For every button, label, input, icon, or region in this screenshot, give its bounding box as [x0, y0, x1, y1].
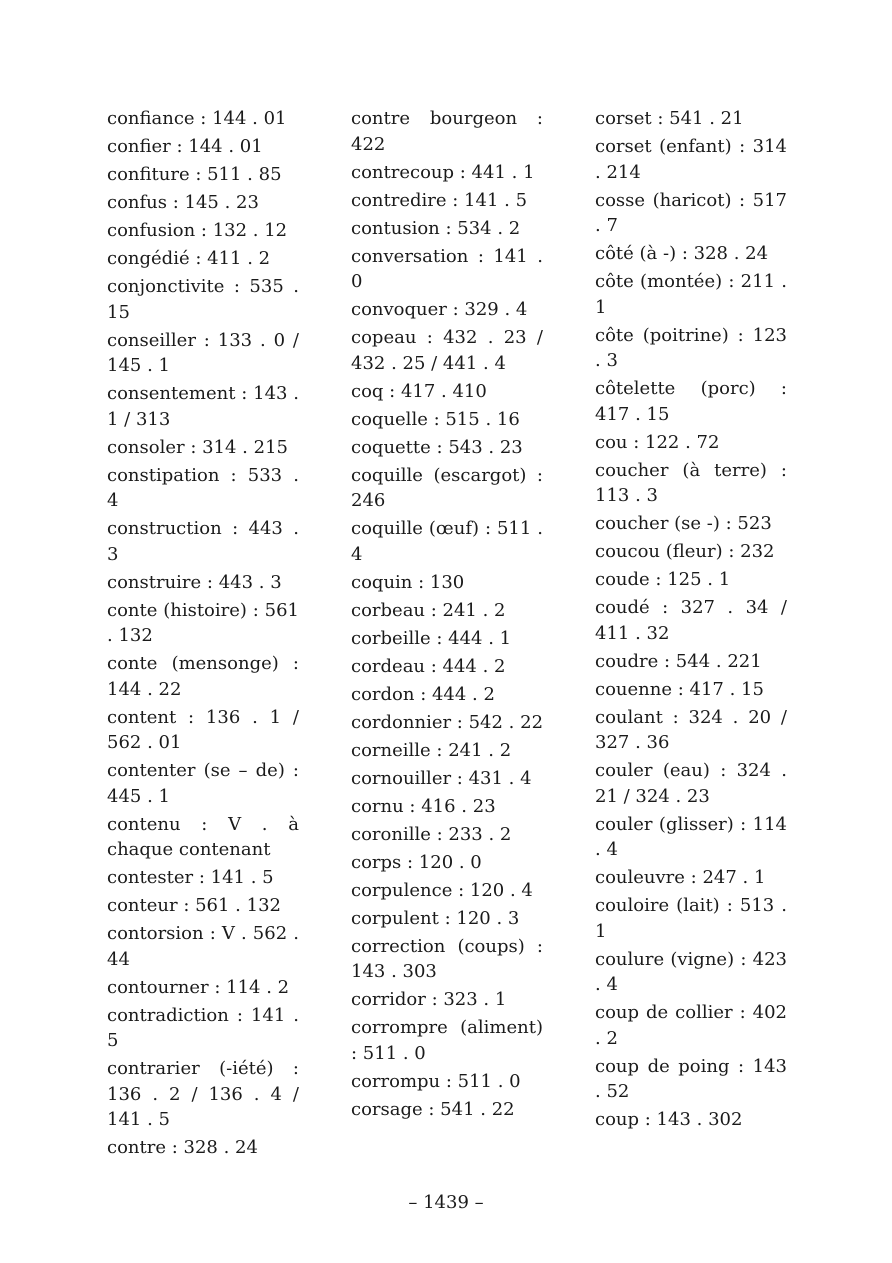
index-entry: convoquer : 329 . 4 [351, 299, 528, 320]
index-entry: corpulence : 120 . 4 [351, 879, 533, 901]
index-entry: couler (glisser) : 114 . 4 [595, 813, 787, 860]
index-entry: corneille : 241 . 2 [351, 739, 512, 761]
index-entry: copeau : 432 . 23 / 432 . 25 / 441 . 4 [351, 327, 543, 374]
index-entry: côté (à -) : 328 . 24 [595, 243, 769, 264]
index-entry: contrarier (-iété) : 136 . 2 / 136 . 4 / 141 . 5 [107, 1058, 299, 1130]
index-entry: confiture : 511 . 85 [107, 164, 282, 185]
index-entry: coucou (fleur) : 232 [595, 541, 775, 562]
index-entry: couleuvre : 247 . 1 [595, 867, 766, 888]
index-entry: cordeau : 444 . 2 [351, 655, 506, 677]
index-entry: contrecoup : 441 . 1 [351, 161, 535, 183]
index-entry: couloire (lait) : 513 . 1 [595, 895, 787, 942]
index-entry: côte (montée) : 211 . 1 [595, 271, 787, 318]
index-entry: conte (mensonge) : 144 . 22 [107, 653, 299, 700]
index-entry: confus : 145 . 23 [107, 192, 259, 213]
index-entry: contusion : 534 . 2 [351, 217, 521, 239]
index-entry: coquille (escargot) : 246 [351, 464, 543, 511]
index-entry: conteur : 561 . 132 [107, 895, 281, 916]
index-entry: corbeille : 444 . 1 [351, 627, 512, 649]
index-entry: cordonnier : 542 . 22 [351, 711, 544, 733]
index-entry: congédié : 411 . 2 [107, 248, 271, 269]
index-entry: coup : 143 . 302 [595, 1109, 743, 1130]
index-entry: coq : 417 . 410 [351, 380, 487, 402]
page-number: – 1439 – [408, 1192, 484, 1213]
index-entry: contredire : 141 . 5 [351, 189, 528, 211]
index-entry: constipation : 533 . 4 [107, 464, 299, 511]
index-entry: coronille : 233 . 2 [351, 823, 512, 845]
index-entry: contourner : 114 . 2 [107, 976, 290, 998]
index-entry: contester : 141 . 5 [107, 867, 274, 888]
index-entry: construction : 443 . 3 [107, 518, 299, 565]
index-entry: contenu : V . à chaque contenant [107, 813, 299, 860]
index-entry: conversation : 141 . 0 [351, 245, 543, 292]
index-entry: corrompu : 511 . 0 [351, 1070, 521, 1092]
index-entry: coquille (œuf) : 511 . 4 [351, 518, 543, 565]
index-entry: contradiction : 141 . 5 [107, 1004, 299, 1051]
index-entry: coquelle : 515 . 16 [351, 408, 520, 430]
index-entry: confier : 144 . 01 [107, 136, 263, 157]
index-entry: cordon : 444 . 2 [351, 683, 495, 705]
index-entry: coup de collier : 402 . 2 [595, 1002, 787, 1049]
index-entry: consentement : 143 . 1 / 313 [107, 383, 299, 430]
index-entry: corset (enfant) : 314 . 214 [595, 136, 787, 183]
index-entry: coude : 125 . 1 [595, 569, 731, 590]
index-column-2 [351, 106, 543, 1125]
index-entry: consoler : 314 . 215 [107, 436, 288, 458]
index-entry: cosse (haricot) : 517 . 7 [595, 189, 787, 236]
index-entry: coudé : 327 . 34 / 411 . 32 [595, 597, 787, 644]
index-entry: content : 136 . 1 / 562 . 01 [107, 706, 299, 753]
index-entry: conjonctivite : 535 . 15 [107, 276, 299, 323]
index-entry: construire : 443 . 3 [107, 571, 282, 593]
index-entry: confusion : 132 . 12 [107, 220, 288, 241]
index-entry: contenter (se – de) : 445 . 1 [107, 760, 299, 807]
index-entry: corset : 541 . 21 [595, 108, 744, 129]
index-entry: couler (eau) : 324 . 21 / 324 . 23 [595, 760, 787, 807]
index-entry: contorsion : V . 562 . 44 [107, 923, 299, 970]
index-entry: corridor : 323 . 1 [351, 989, 507, 1010]
index-entry: cornu : 416 . 23 [351, 795, 496, 817]
index-entry: coudre : 544 . 221 [595, 650, 762, 672]
index-entry: confiance : 144 . 01 [107, 108, 287, 129]
index-entry: coquette : 543 . 23 [351, 436, 523, 458]
index-entry: coquin : 130 [351, 571, 465, 593]
index-entry: corpulent : 120 . 3 [351, 907, 520, 929]
index-entry: côtelette (porc) : 417 . 15 [595, 378, 787, 425]
index-entry: cornouiller : 431 . 4 [351, 767, 532, 789]
index-entry: coucher (se -) : 523 [595, 513, 772, 534]
index-entry: correction (coups) : 143 . 303 [351, 935, 543, 982]
index-entry: corsage : 541 . 22 [351, 1098, 515, 1120]
index-entry: contre bourgeon : 422 [351, 108, 543, 155]
index-entry: conte (histoire) : 561 . 132 [107, 599, 299, 646]
index-entry: coulant : 324 . 20 / 327 . 36 [595, 706, 787, 753]
index-entry: couenne : 417 . 15 [595, 678, 764, 700]
index-column-3 [595, 106, 787, 1135]
index-entry: corps : 120 . 0 [351, 851, 482, 873]
index-entry: corbeau : 241 . 2 [351, 599, 506, 621]
index-column-1 [107, 106, 299, 1163]
index-entry: corrompre (aliment) : 511 . 0 [351, 1017, 543, 1064]
index-entry: conseiller : 133 . 0 / 145 . 1 [107, 329, 299, 376]
index-entry: contre : 328 . 24 [107, 1137, 258, 1158]
index-entry: coup de poing : 143 . 52 [595, 1055, 787, 1102]
index-entry: coucher (à terre) : 113 . 3 [595, 459, 787, 506]
index-entry: coulure (vigne) : 423 . 4 [595, 948, 787, 995]
index-entry: cou : 122 . 72 [595, 431, 720, 453]
index-entry: côte (poitrine) : 123 . 3 [595, 324, 787, 371]
